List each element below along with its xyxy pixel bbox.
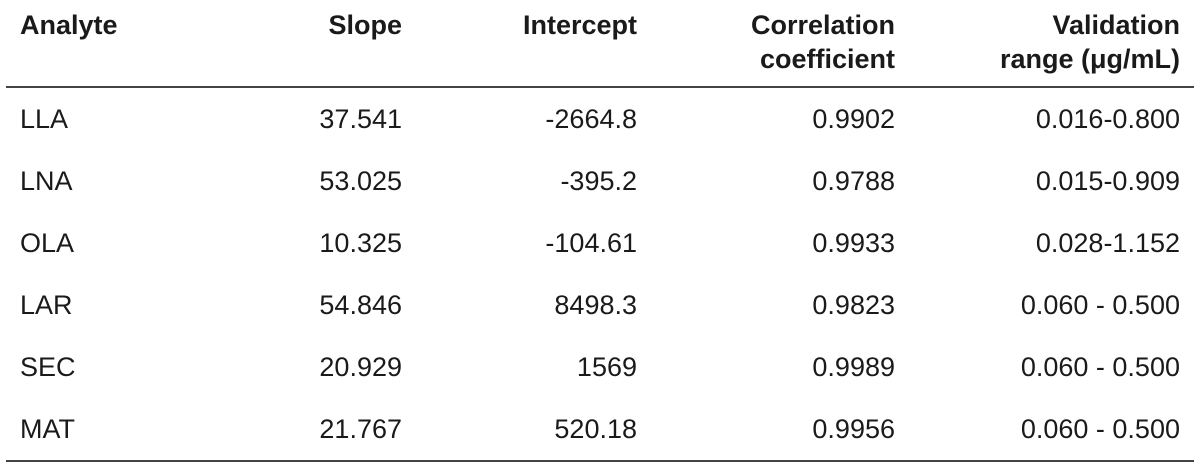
cell-slope: 20.929 — [319, 351, 402, 382]
table-row — [6, 87, 1194, 150]
cell-slope: 21.767 — [166, 398, 416, 461]
header-slope — [166, 0, 416, 87]
header-validation-line2: range (μg/mL) — [999, 44, 1180, 74]
header-analyte — [6, 0, 166, 87]
cell-analyte: LNA — [20, 165, 73, 196]
header-intercept — [416, 0, 651, 87]
cell-correlation: 0.9788 — [812, 165, 895, 196]
cell-validation-range: 0.060 - 0.500 — [909, 398, 1194, 461]
cell-validation-range: 0.016-0.800 — [1035, 103, 1180, 134]
table-header — [6, 0, 1194, 87]
cell-correlation: 0.9956 — [651, 398, 909, 461]
header-correlation — [651, 0, 909, 87]
table-row — [6, 150, 1194, 212]
header-analyte-line1: Analyte — [20, 10, 118, 40]
cell-validation-range: 0.015-0.909 — [1035, 165, 1180, 196]
cell-correlation: 0.9823 — [812, 289, 895, 320]
table-row — [6, 274, 1194, 336]
cell-slope: 10.325 — [319, 227, 402, 258]
cell-intercept: 1569 — [576, 351, 637, 382]
cell-validation-range: 0.060 - 0.500 — [1020, 289, 1180, 320]
calibration-table — [6, 0, 1194, 462]
cell-validation-range: 0.060 - 0.500 — [1020, 351, 1180, 382]
cell-correlation: 0.9902 — [812, 103, 895, 134]
cell-correlation: 0.9989 — [812, 351, 895, 382]
cell-intercept: -2664.8 — [545, 103, 637, 134]
cell-analyte: LLA — [20, 103, 69, 134]
cell-intercept: -104.61 — [545, 227, 637, 258]
header-intercept-line1: Intercept — [522, 10, 637, 40]
cell-analyte: SEC — [20, 351, 76, 382]
header-row — [6, 0, 1194, 87]
cell-slope: 37.541 — [319, 103, 402, 134]
header-correlation-line1: Correlation — [750, 10, 895, 40]
header-validation-range — [909, 0, 1194, 87]
table-row — [6, 212, 1194, 274]
header-validation-line1: Validation — [1052, 10, 1180, 40]
cell-analyte: OLA — [20, 227, 75, 258]
cell-slope: 53.025 — [319, 165, 402, 196]
cell-intercept: -395.2 — [560, 165, 637, 196]
header-correlation-line2: coefficient — [759, 44, 895, 74]
cell-correlation: 0.9933 — [812, 227, 895, 258]
cell-intercept: 520.18 — [416, 398, 651, 461]
cell-slope: 54.846 — [319, 289, 402, 320]
cell-analyte: MAT — [6, 398, 166, 461]
table-row — [6, 336, 1194, 398]
calibration-table-container — [6, 0, 1194, 462]
cell-analyte: LAR — [20, 289, 73, 320]
table-body — [6, 87, 1194, 461]
cell-intercept: 8498.3 — [554, 289, 637, 320]
table-row — [6, 398, 1194, 461]
cell-validation-range: 0.028-1.152 — [1035, 227, 1180, 258]
header-slope-line1: Slope — [328, 10, 402, 40]
